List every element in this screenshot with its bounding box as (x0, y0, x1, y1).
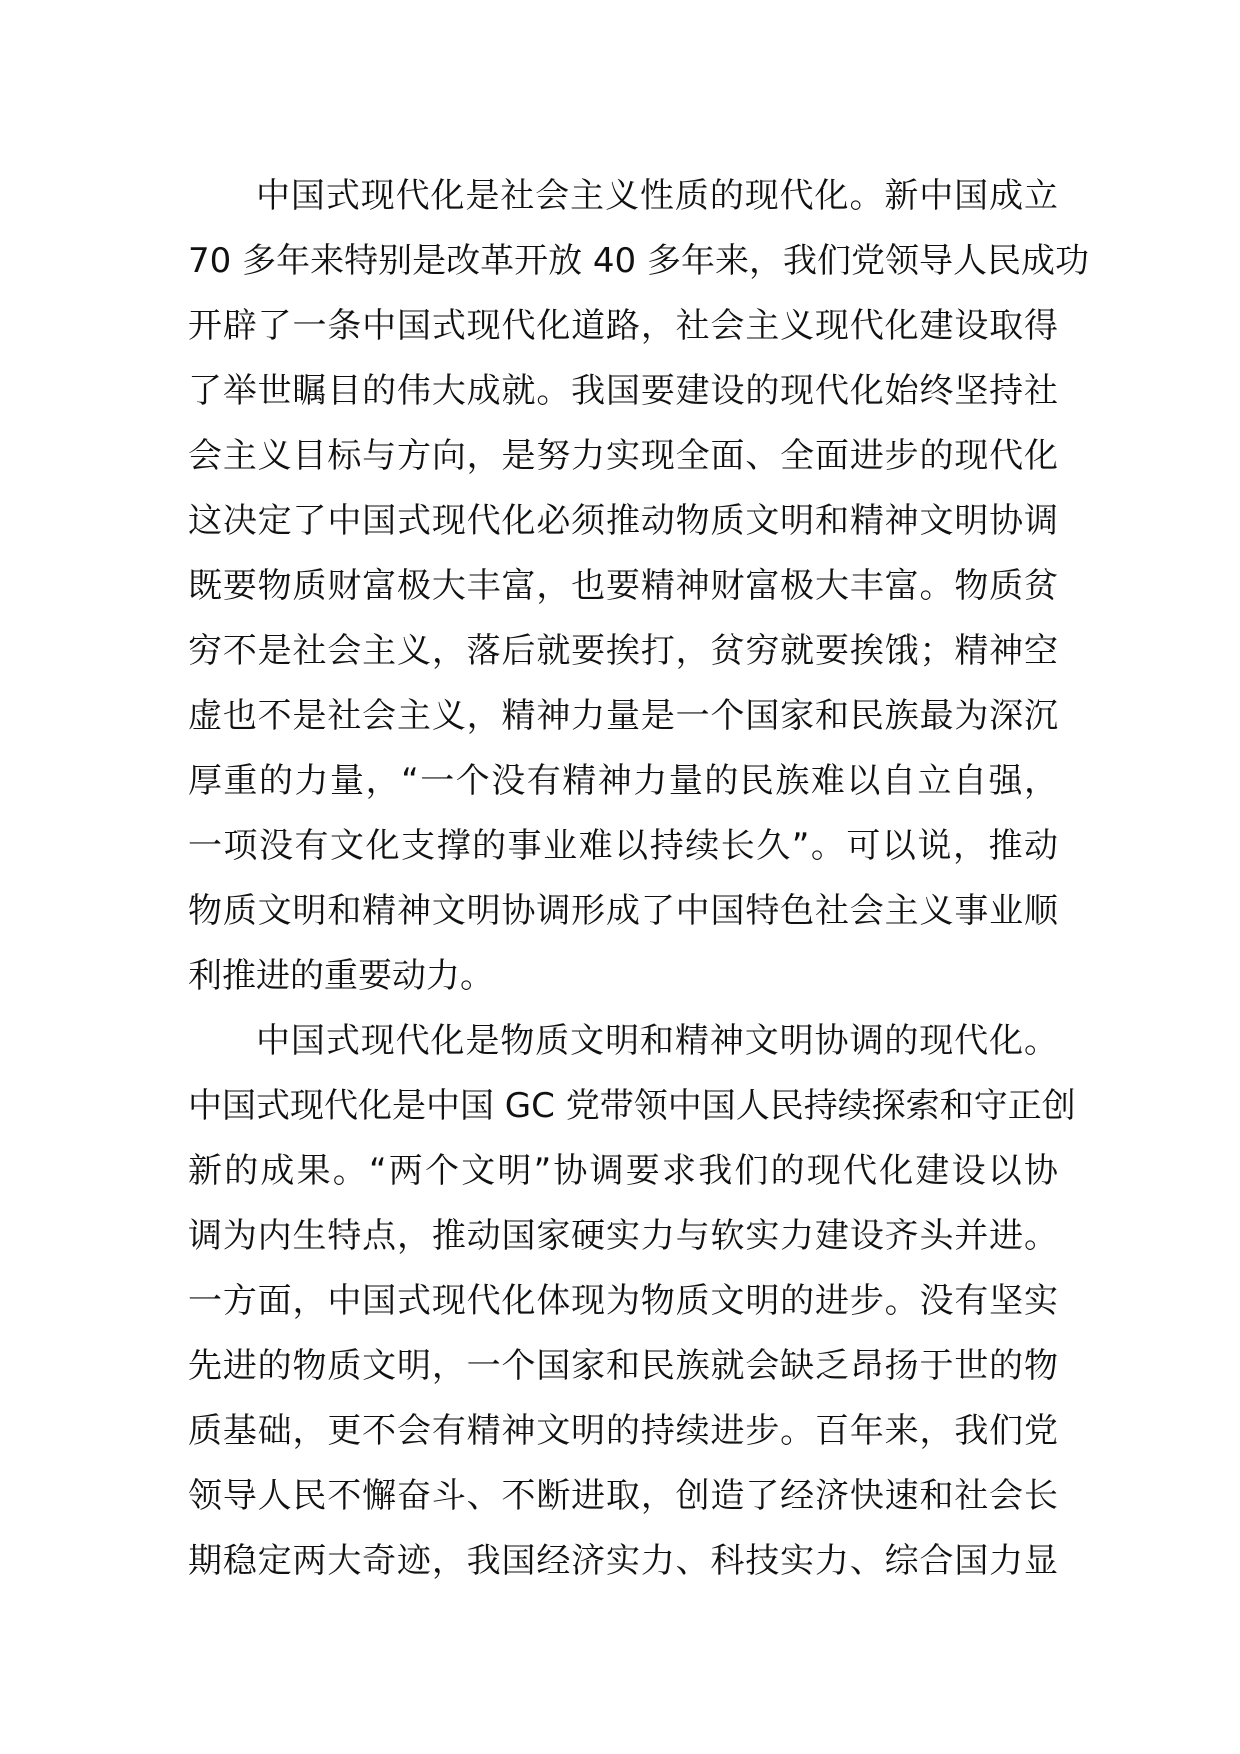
paragraph-line: 既要物质财富极大丰富，也要精神财富极大丰富。物质贫 (188, 566, 1058, 606)
body-text (188, 164, 1089, 1594)
paragraph-line: 一项没有文化支撑的事业难以持续长久”。可以说，推动 (188, 826, 1058, 866)
paragraph-line: 质基础，更不会有精神文明的持续进步。百年来，我们党 (188, 1411, 1058, 1451)
paragraph-2 (188, 1009, 1076, 1594)
paragraph-1 (188, 164, 1089, 1009)
paragraph-line: 中国式现代化是中国 GC 党带领中国人民持续探索和守正创 (188, 1086, 1076, 1126)
paragraph-line: 中国式现代化是物质文明和精神文明协调的现代化。 (256, 1021, 1058, 1061)
paragraph-line: 物质文明和精神文明协调形成了中国特色社会主义事业顺 (188, 891, 1058, 931)
paragraph-line: 先进的物质文明，一个国家和民族就会缺乏昂扬于世的物 (188, 1346, 1058, 1386)
paragraph-line: 调为内生特点，推动国家硬实力与软实力建设齐头并进。 (188, 1216, 1058, 1256)
paragraph-line: 穷不是社会主义，落后就要挨打，贫穷就要挨饿；精神空 (188, 631, 1058, 671)
paragraph-line: 新的成果。“两个文明”协调要求我们的现代化建设以协 (188, 1151, 1058, 1191)
paragraph-line: 70 多年来特别是改革开放 40 多年来，我们党领导人民成功 (188, 241, 1089, 281)
paragraph-line: 领导人民不懈奋斗、不断进取，创造了经济快速和社会长 (188, 1476, 1058, 1516)
paragraph-line: 利推进的重要动力。 (188, 956, 494, 996)
paragraph-line: 虚也不是社会主义，精神力量是一个国家和民族最为深沉 (188, 696, 1058, 736)
paragraph-line: 了举世瞩目的伟大成就。我国要建设的现代化始终坚持社 (188, 371, 1058, 411)
paragraph-line: 期稳定两大奇迹，我国经济实力、科技实力、综合国力显 (188, 1541, 1058, 1581)
paragraph-line: 厚重的力量，“一个没有精神力量的民族难以自立自强， (188, 761, 1058, 801)
paragraph-line: 中国式现代化是社会主义性质的现代化。新中国成立 (256, 176, 1058, 216)
paragraph-line: 这决定了中国式现代化必须推动物质文明和精神文明协调 (188, 501, 1058, 541)
paragraph-line: 一方面，中国式现代化体现为物质文明的进步。没有坚实 (188, 1281, 1058, 1321)
paragraph-line: 会主义目标与方向，是努力实现全面、全面进步的现代化 (188, 436, 1058, 476)
paragraph-line: 开辟了一条中国式现代化道路，社会主义现代化建设取得 (188, 306, 1058, 346)
